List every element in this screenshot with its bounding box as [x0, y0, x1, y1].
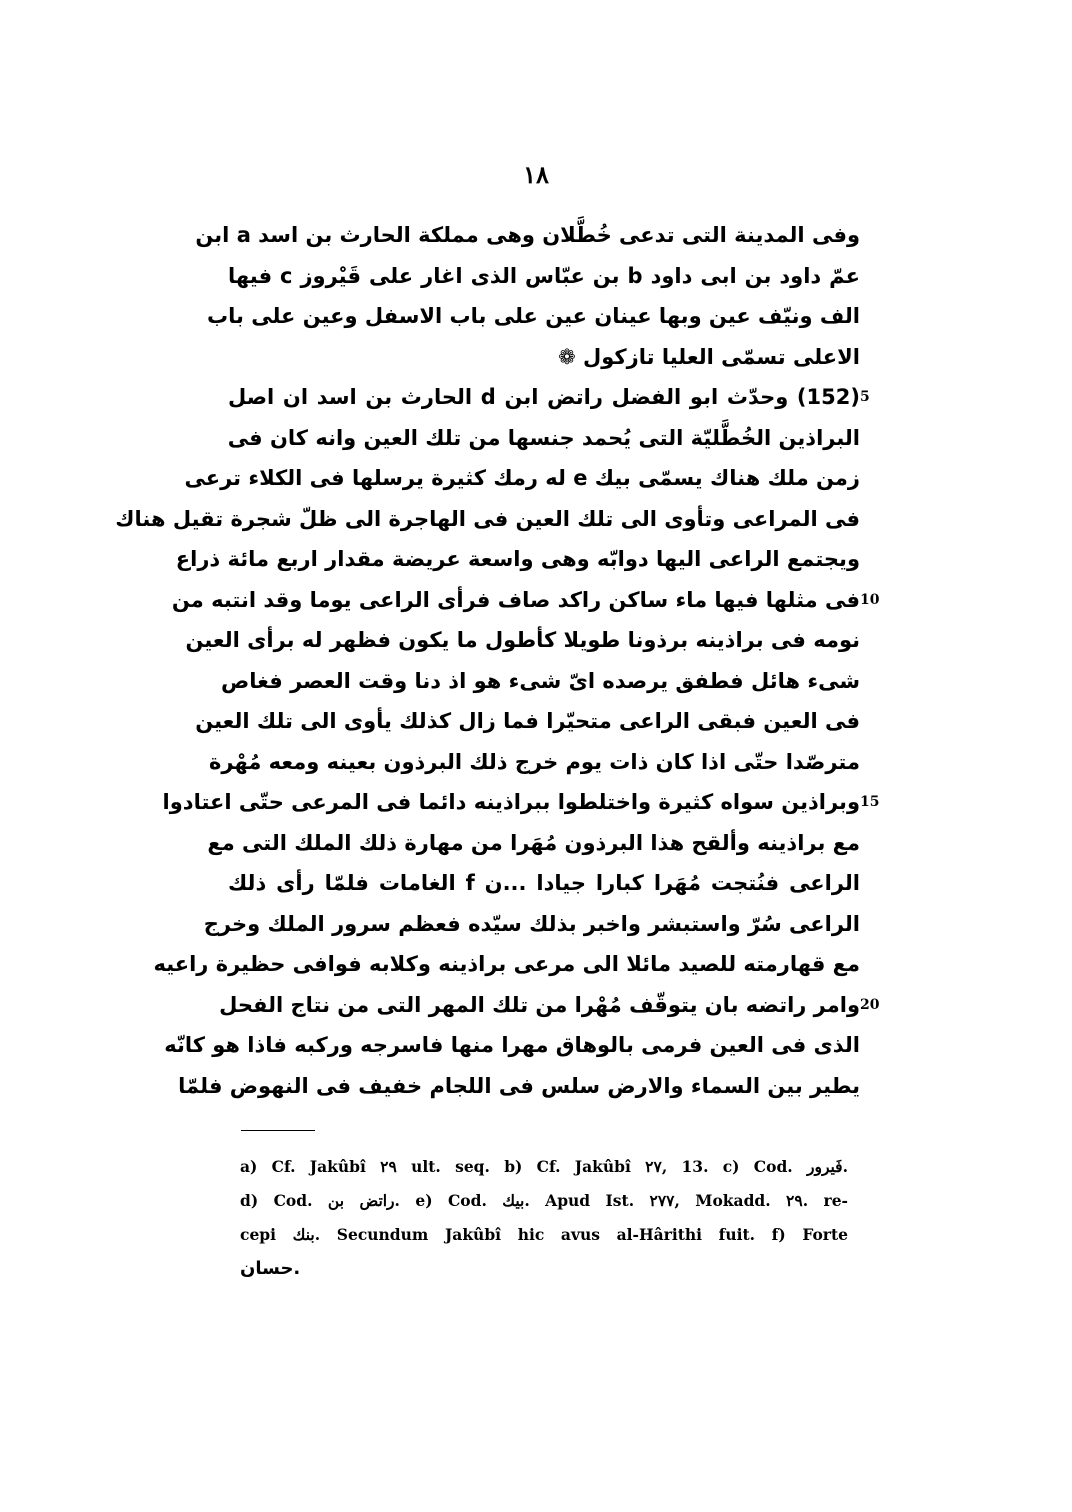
- line-number: 5: [860, 389, 870, 405]
- text-line: مع قهارمته للصيد مائلا الى مرعى براذينه وكلابه فوافى حظيرة راعيه: [153, 952, 860, 976]
- text-line: فى المراعى وتأوى الى تلك العين فى الهاجرة الى ظلّ شجرة تقيل هناك: [115, 506, 860, 531]
- footnote-line: [240, 1252, 848, 1286]
- footnote-separator-rule: [241, 1130, 315, 1131]
- text-line: الذى فى العين فرمى بالوهاق مهرا منها فاسرجه وركبه فاذا هو كانّه: [164, 1033, 860, 1057]
- text-line: وامر راتضه بان يتوقّف مُهْرا من تلك المهر التى من نتاج الفحل 20: [228, 985, 860, 1026]
- footnote-line: cepi بنك. Secundum Jakûbî hic avus al-Hârithi fuit. f) Forte: [240, 1225, 848, 1244]
- text-line: شىء هائل فطفق يرصده اىّ شىء هو اذ دنا وقت العصر فغاص: [221, 668, 860, 693]
- text-line: (152) وحدّث ابو الفضل راتض ابن d الحارث بن اسد ان اصل 5: [228, 377, 860, 418]
- line-number: 10: [860, 591, 880, 608]
- text-line: زمن ملك هناك يسمّى بيك e له رمك كثيرة يرسلها فى الكلاء ترعى: [184, 466, 860, 490]
- text-line: الف ونيّف عين وبها عينان عين على باب الاسفل وعين على باب: [207, 304, 860, 328]
- text-line: يطير بين السماء والارض سلس فى اللجام خفيف فى النهوض فلمّا: [178, 1073, 860, 1098]
- text-line: فى مثلها فيها ماء ساكن راكد صاف فرأى الراعى يوما وقد انتبه من 10: [228, 580, 860, 621]
- text-line: ويجتمع الراعى اليها دوابّه وهى واسعة عريضة مقدار اربع مائة ذراع: [175, 547, 860, 571]
- text-line: الراعى فنُتجت مُهَرا كبارا جيادا ...ن f الغامات فلمّا رأى ذلك: [228, 871, 861, 895]
- text-line: وبراذين سواه كثيرة واختلطوا ببراذينه دائما فى المرعى حتّى اعتادوا 15: [228, 782, 860, 823]
- text-line: البراذين الخُطَّليّة التى يُحمد جنسها من تلك العين وانه كان فى: [227, 425, 860, 450]
- main-text-block: [115, 215, 880, 1106]
- footnote-arabic-word: حسان.: [240, 1258, 301, 1279]
- text-line: عمّ داود بن ابى داود b بن عبّاس الذى اغار على قَيْروز c فيها: [228, 263, 860, 288]
- text-line: مع براذينه وألقح هذا البرذون مُهَرا من مهارة ذلك الملك التى مع: [207, 830, 860, 855]
- text-line: الاعلى تسمّى العليا تازكول ❁: [558, 344, 860, 369]
- text-line: الراعى سُرّ واستبشر واخبر بذلك سيّده فعظم سرور الملك وخرج: [203, 911, 860, 936]
- page-number: ١٨: [523, 160, 549, 189]
- text-line: نومه فى براذينه برذونا طويلا كأطول ما يكون فظهر له برأى العين: [185, 628, 860, 652]
- text-line: فى العين فبقى الراعى متحيّرا فما زال كذلك يأوى الى تلك العين: [195, 709, 860, 733]
- line-number: 20: [860, 996, 880, 1013]
- footnote-line: d) Cod. راتض بن. e) Cod. بيك. Apud Ist. ۲۷۷, Mokadd. ۲۹. re-: [240, 1191, 848, 1210]
- text-line: مترصّدا حتّى اذا كان ذات يوم خرج ذلك البرذون بعينه ومعه مُهْرة: [209, 749, 860, 774]
- footnote-line: a) Cf. Jakûbî ۲۹ ult. seq. b) Cf. Jakûbî ۲۷, 13. c) Cod. فَيرور.: [240, 1157, 848, 1176]
- line-number: 15: [860, 794, 880, 810]
- footnotes-block: [240, 1150, 848, 1286]
- text-line: وفى المدينة التى تدعى خُطَّلان وهى مملكة الحارث بن اسد a ابن: [195, 223, 860, 247]
